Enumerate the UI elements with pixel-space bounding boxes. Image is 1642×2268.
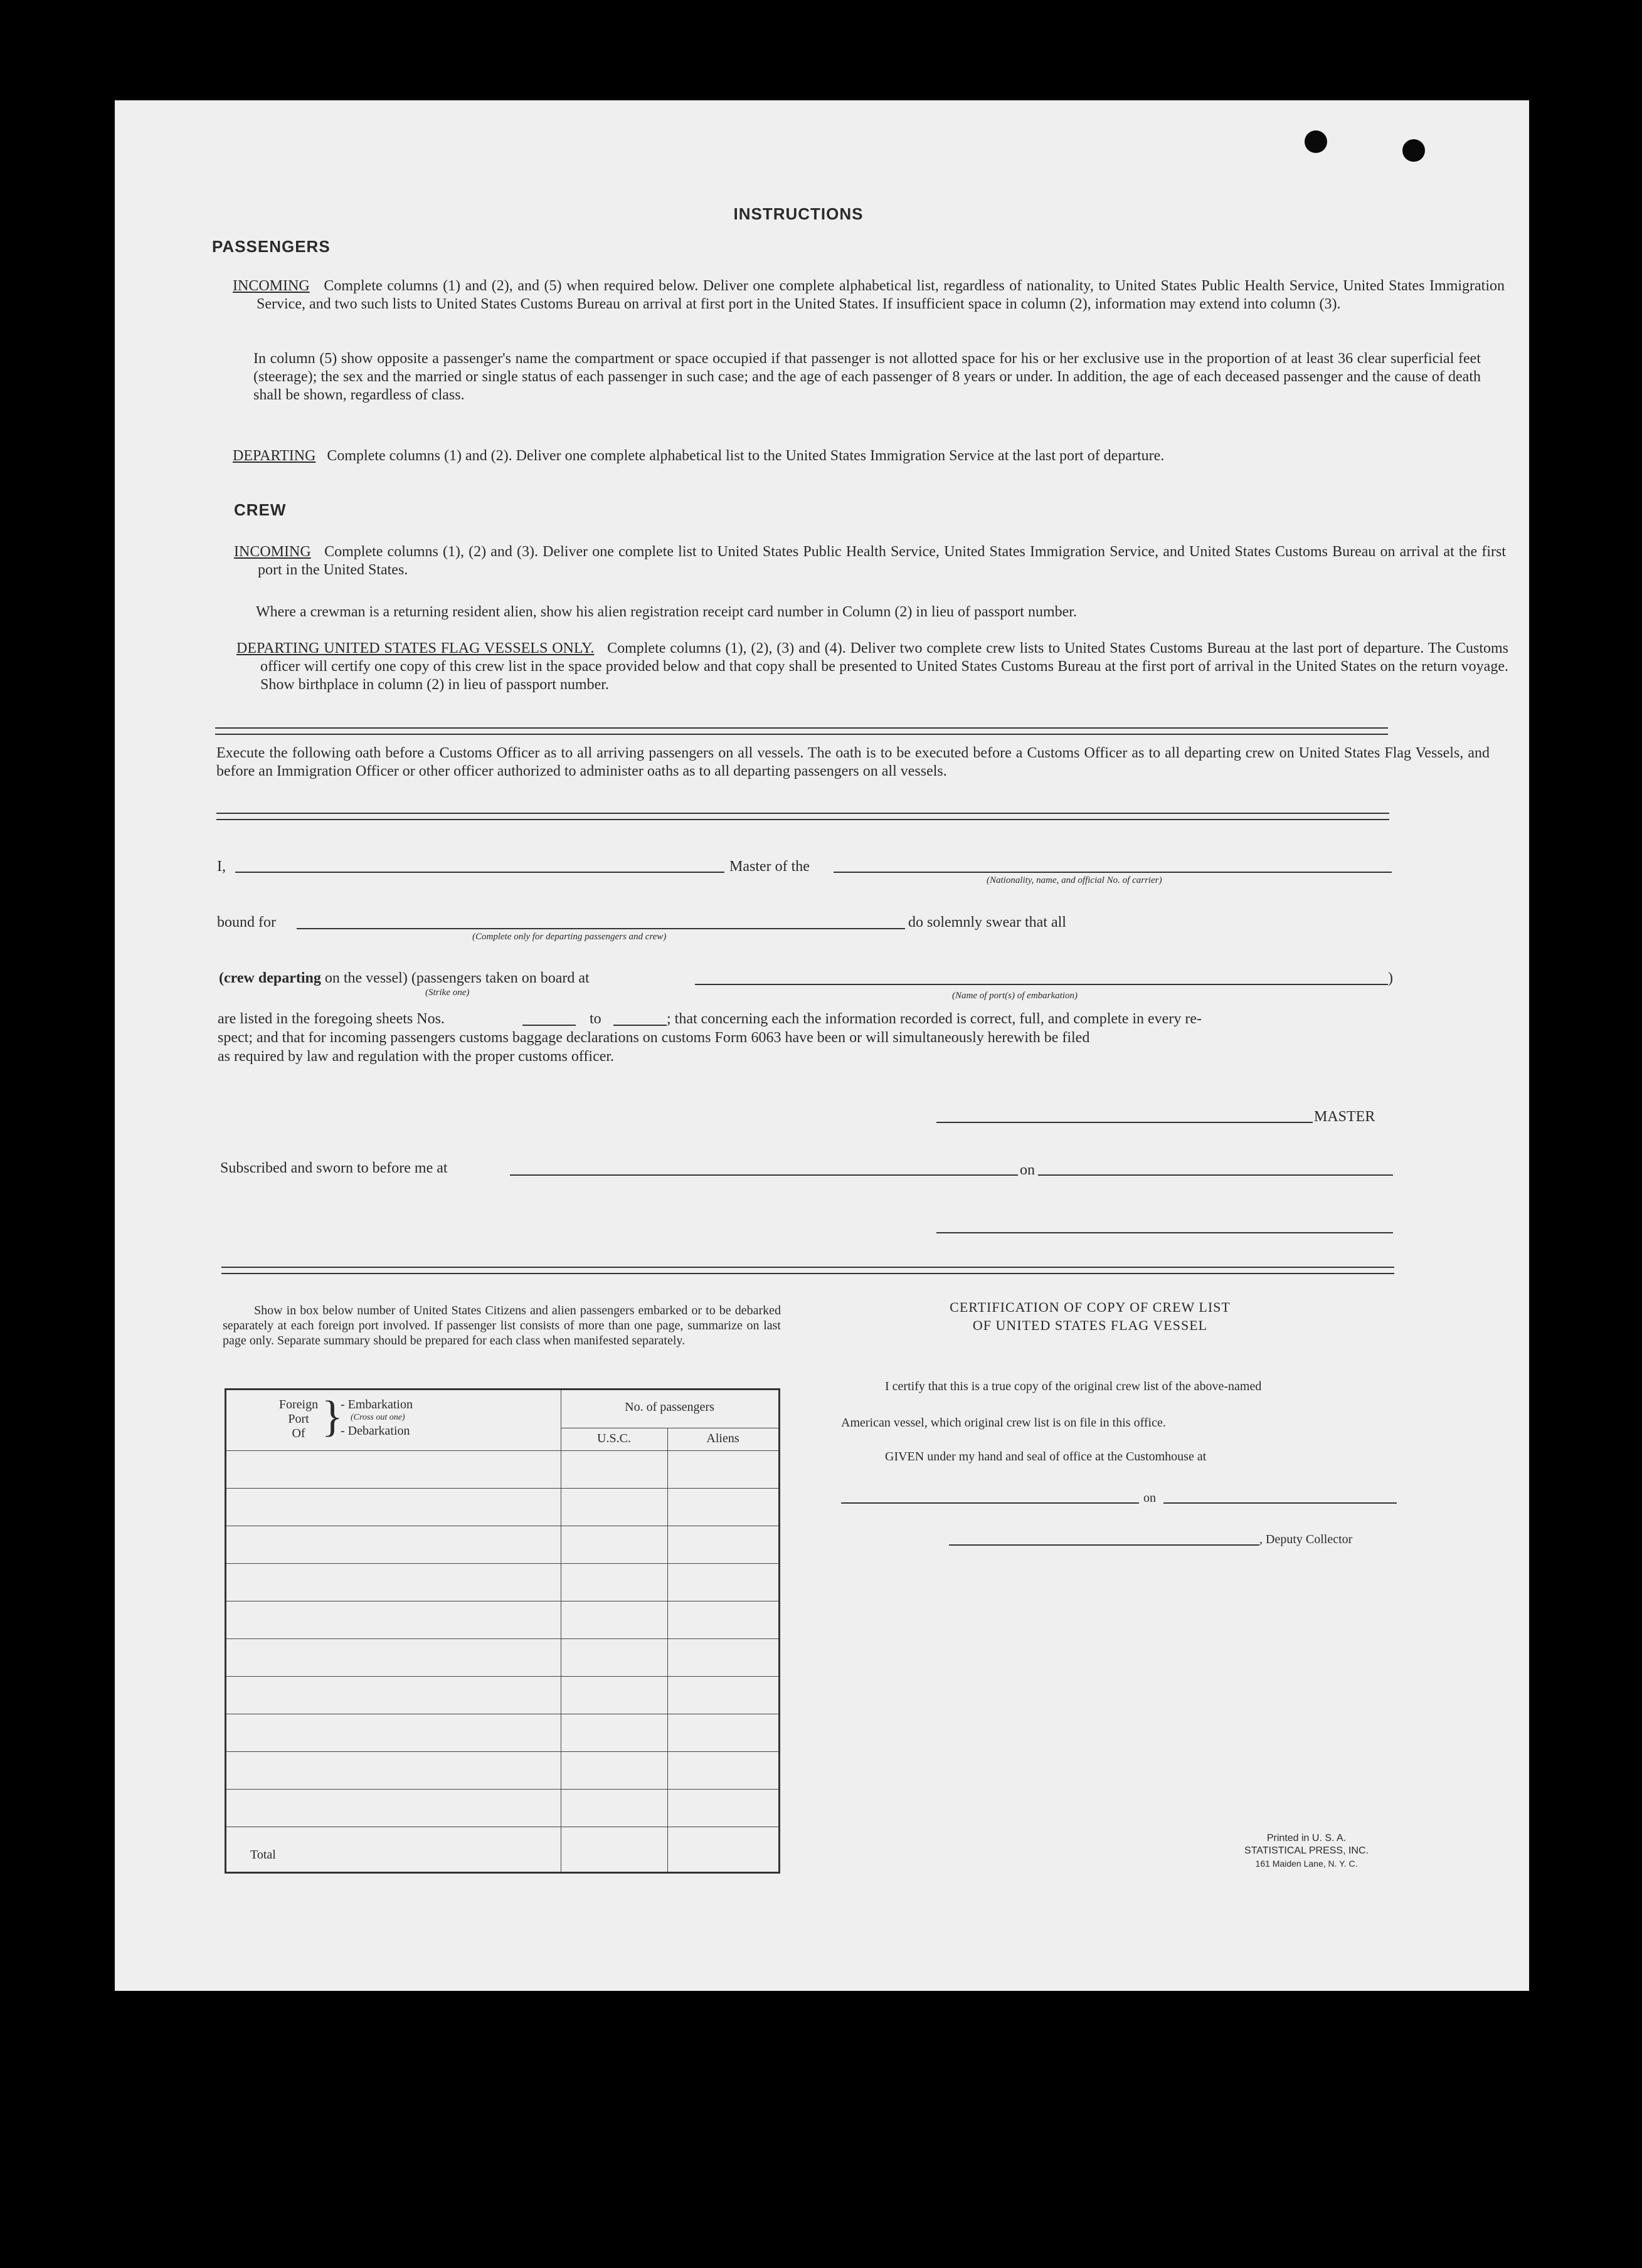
crew-incoming-label: INCOMING bbox=[234, 544, 311, 560]
certify-line-2: American vessel, which original crew list is on file in this office. bbox=[841, 1416, 1166, 1430]
printer-imprint: Printed in U. S. A. STATISTICAL PRESS, INC. 161 Maiden Lane, N. Y. C. bbox=[1244, 1833, 1369, 1869]
bound-for-label: bound for bbox=[217, 914, 276, 931]
total-label: Total bbox=[250, 1848, 276, 1862]
divider bbox=[215, 727, 1388, 735]
sworn-place-field[interactable] bbox=[510, 1174, 1018, 1176]
sheet-from-field[interactable] bbox=[522, 1025, 576, 1026]
close-paren: ) bbox=[1388, 970, 1393, 986]
punch-hole-icon bbox=[1305, 130, 1327, 153]
no-of-passengers-header: No. of passengers bbox=[625, 1400, 714, 1414]
usc-header: U.S.C. bbox=[597, 1432, 631, 1445]
certification-title: CERTIFICATION OF COPY OF CREW LIST OF UNITED STATES FLAG VESSEL bbox=[950, 1299, 1231, 1333]
passengers-incoming-paragraph bbox=[233, 277, 1505, 314]
on-the-vessel: on the vessel) bbox=[324, 970, 408, 986]
cert-date-field[interactable] bbox=[1163, 1502, 1397, 1504]
subscribed-label: Subscribed and sworn to before me at bbox=[220, 1160, 448, 1176]
carrier-field[interactable] bbox=[834, 872, 1392, 873]
departing-label: DEPARTING bbox=[233, 448, 316, 464]
deputy-collector-label: , Deputy Collector bbox=[1259, 1532, 1353, 1546]
instructions-title: INSTRUCTIONS bbox=[733, 204, 864, 223]
incoming-label: INCOMING bbox=[233, 278, 310, 294]
passengers-taken: (passengers taken on board at bbox=[411, 970, 590, 986]
swear-text: do solemnly swear that all bbox=[908, 914, 1066, 931]
foreign-port-of-label: Foreign Port Of bbox=[278, 1398, 319, 1440]
embarkation-port-field[interactable] bbox=[695, 984, 1388, 985]
debarkation-label[interactable]: - Debarkation bbox=[341, 1424, 410, 1438]
strike-caption: (Strike one) bbox=[425, 988, 470, 998]
embarkation-label[interactable]: - Embarkation bbox=[341, 1398, 413, 1411]
passenger-summary-table bbox=[225, 1388, 780, 1874]
listed-text-1: are listed in the foregoing sheets Nos. bbox=[218, 1011, 445, 1027]
crew-passengers-line bbox=[219, 970, 590, 987]
ports-caption: (Name of port(s) of embarkation) bbox=[952, 991, 1078, 1001]
customhouse-field[interactable] bbox=[841, 1502, 1139, 1504]
incoming-text: Complete columns (1) and (2), and (5) when required below. Deliver one complete alphabetical list, regardless of nationality, to United States Public Health Service, United States Immigration Service, and two such lists to United States Customs Bureau on arrival at first port in the United States. If insufficient space in column (2), information may extend into column (3). bbox=[257, 278, 1505, 312]
bound-for-field[interactable] bbox=[297, 928, 905, 929]
cert-on-label: on bbox=[1143, 1491, 1156, 1505]
bound-caption: (Complete only for departing passengers and crew) bbox=[472, 932, 667, 942]
master-signature-field[interactable] bbox=[936, 1122, 1313, 1123]
given-line: GIVEN under my hand and seal of office at the Customhouse at bbox=[885, 1450, 1207, 1464]
listed-text-4: as required by law and regulation with the proper customs officer. bbox=[218, 1048, 615, 1065]
certify-line-1: I certify that this is a true copy of the original crew list of the above-named bbox=[885, 1379, 1262, 1393]
passengers-heading: PASSENGERS bbox=[212, 237, 331, 256]
crew-departing-label: DEPARTING UNITED STATES FLAG VESSELS ONLY. bbox=[236, 640, 595, 657]
cross-out-caption: (Cross out one) bbox=[351, 1413, 405, 1422]
summary-note: Show in box below number of United States Citizens and alien passengers embarked or to be debarked separately at each foreign port involved. If passenger list consists of more than one page, summarize on last page only. Separate summary should be prepared for each class when manifested separately. bbox=[223, 1304, 781, 1348]
master-of-the-label: Master of the bbox=[729, 858, 810, 875]
departing-text: Complete columns (1) and (2). Deliver one complete alphabetical list to the United States Immigration Service at the last port of departure. bbox=[327, 448, 1165, 464]
on-label: on bbox=[1020, 1162, 1035, 1178]
passengers-departing-paragraph bbox=[233, 447, 1505, 465]
oath-intro: Execute the following oath before a Customs Officer as to all arriving passengers on all vessels. The oath is to be executed before a Customs Officer as to all departing crew on United States Flag Vessels, and before an Immigration Officer or other officer authorized to administer oaths as to all departing passengers on all vessels. bbox=[216, 745, 1490, 779]
master-name-field[interactable] bbox=[235, 872, 724, 873]
sworn-date-field[interactable] bbox=[1038, 1174, 1393, 1176]
i-label: I, bbox=[217, 858, 226, 875]
column5-paragraph: In column (5) show opposite a passenger's name the compartment or space occupied if that passenger is not allotted space for his or her exclusive use in the proportion of at least 36 clear superficial feet (steerage); the sex and the married or single status of each passenger in such case; and the age of each passenger of 8 years or under. In addition, the age of each deceased passenger and the cause of death shall be shown, regardless of class. bbox=[253, 351, 1481, 403]
to-label: to bbox=[590, 1011, 601, 1027]
divider bbox=[221, 1267, 1394, 1274]
crew-departing-text: Complete columns (1), (2), (3) and (4). Deliver two complete crew lists to United States Customs Bureau at the last port of departure. The Customs officer will certify one copy of this crew list in the space provided below and that copy shall be presented to United States Customs Bureau at the first port of arrival in the United States on the return voyage. Show birthplace in column (2) in lieu of passport number. bbox=[260, 640, 1509, 693]
listed-text-2: ; that concerning each the information recorded is correct, full, and complete in every re- bbox=[667, 1011, 1202, 1027]
crew-departing-paragraph bbox=[236, 640, 1508, 694]
crew-incoming-paragraph bbox=[234, 543, 1506, 579]
crew-heading: CREW bbox=[234, 500, 287, 519]
punch-hole-icon bbox=[1402, 139, 1425, 162]
officer-signature-field[interactable] bbox=[936, 1232, 1393, 1233]
form-page bbox=[115, 100, 1529, 1991]
sheet-to-field[interactable] bbox=[613, 1025, 667, 1026]
crew-departing-bold: (crew departing bbox=[219, 970, 321, 986]
deputy-signature-field[interactable] bbox=[949, 1544, 1259, 1546]
crew-incoming-text: Complete columns (1), (2) and (3). Deliver one complete list to United States Public Health Service, United States Immigration Service, and United States Customs Bureau on arrival at the first port in the United States. bbox=[258, 544, 1507, 578]
listed-text-3: spect; and that for incoming passengers customs baggage declarations on customs Form 6063 have been or will simultaneously herewith be filed bbox=[218, 1030, 1090, 1046]
aliens-header: Aliens bbox=[706, 1432, 739, 1445]
carrier-caption: (Nationality, name, and official No. of carrier) bbox=[987, 875, 1162, 885]
master-label: MASTER bbox=[1314, 1109, 1375, 1125]
resident-alien-paragraph: Where a crewman is a returning resident alien, show his alien registration receipt card number in Column (2) in lieu of passport number. bbox=[256, 604, 1077, 620]
divider bbox=[216, 813, 1389, 820]
brace-icon: } bbox=[322, 1393, 343, 1441]
